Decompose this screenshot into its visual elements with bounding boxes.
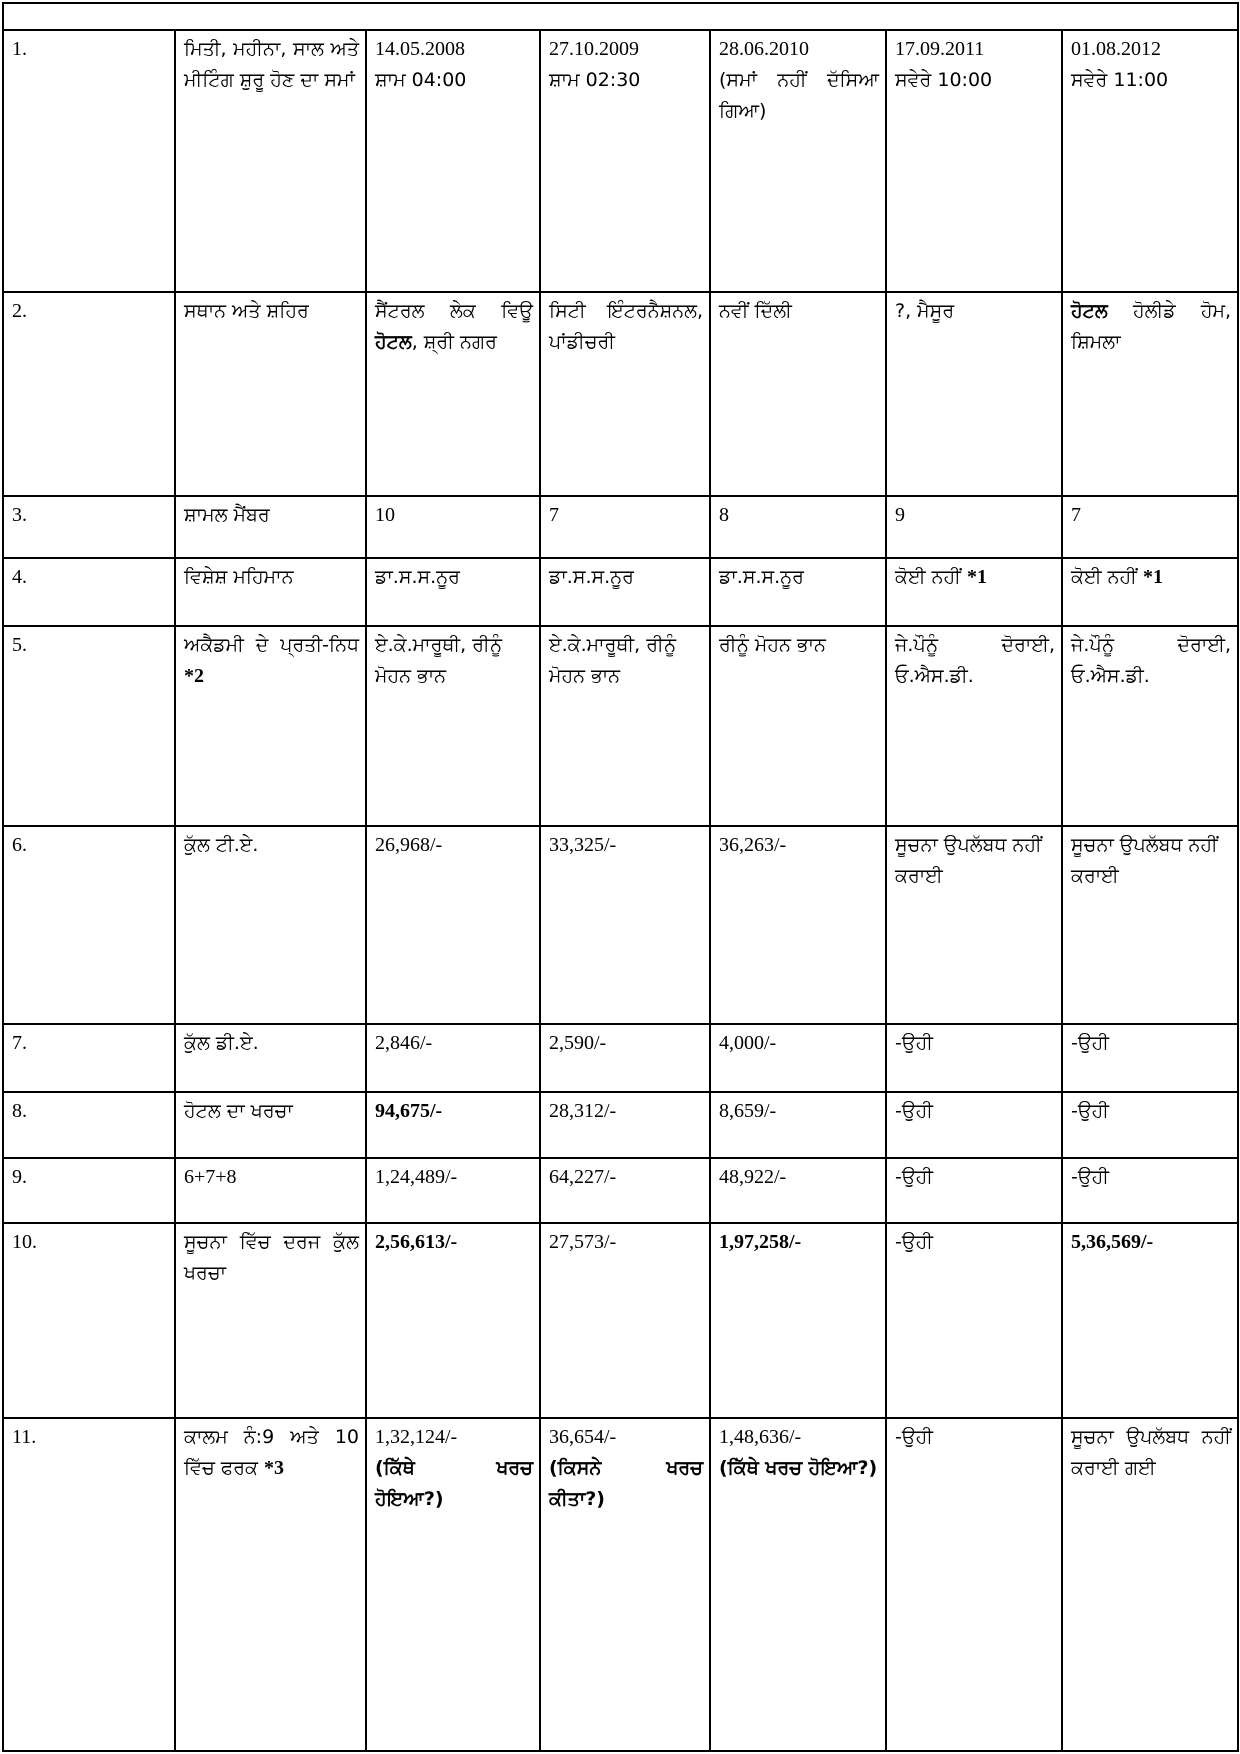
row-number: 5. [3, 626, 175, 826]
row-label: ਸ਼ਾਮਲ ਮੈਂਬਰ [175, 496, 366, 558]
time-value: (ਸਮਾਂ ਨਹੀਂ ਦੱਸਿਆ ਗਿਆ) [719, 69, 879, 122]
table-cell: 9 [886, 496, 1062, 558]
footnote-mark: *1 [1142, 566, 1163, 588]
date-value: 17.09.2011 [895, 38, 985, 60]
meeting-expense-table [2, 2, 1239, 1752]
row-number: 2. [3, 292, 175, 496]
time-value: ਸਵੇਰੇ 10:00 [895, 69, 993, 91]
table-cell: ਜੇ.ਪੌਨੂੰ ਦੋਰਾਈ, ਓ.ਐਸ.ਡੀ. [886, 626, 1062, 826]
table-cell: 64,227/- [540, 1158, 710, 1223]
label-text: ਕਾਲਮ ਨੰ:9 ਅਤੇ 10 ਵਿੱਚ ਫਰਕ [184, 1426, 359, 1479]
table-cell: ਸੂਚਨਾ ਉਪਲੱਬਧ ਨਹੀਂ ਕਰਾਈ ਗਈ [1062, 1418, 1238, 1751]
table-cell: ਡਾ.ਸ.ਸ.ਨੂਰ [540, 558, 710, 626]
date-value: 27.10.2009 [549, 38, 639, 60]
row-label: ਵਿਸ਼ੇਸ਼ ਮਹਿਮਾਨ [175, 558, 366, 626]
table-cell: 4,000/- [710, 1024, 886, 1092]
row-number: 3. [3, 496, 175, 558]
difference-value: 1,48,636/- [719, 1426, 802, 1448]
row-label [175, 626, 366, 826]
table-cell: -ਉਹੀ [886, 1024, 1062, 1092]
table-cell: ਸਿਟੀ ਇੰਟਰਨੈਸ਼ਨਲ, ਪਾਂਡੀਚਰੀ [540, 292, 710, 496]
table-cell: ਰੀਨੂੰ ਮੋਹਨ ਭਾਨ [710, 626, 886, 826]
row-number: 11. [3, 1418, 175, 1751]
header-cell [3, 3, 1238, 30]
table-cell: 33,325/- [540, 826, 710, 1024]
table-cell [710, 30, 886, 292]
venue-bold: ਹੋਟਲ [1071, 300, 1108, 322]
difference-value: 1,32,124/- [375, 1426, 458, 1448]
table-row [3, 1024, 1238, 1092]
label-text: ਅਕੈਡਮੀ ਦੇ ਪ੍ਰਤੀ-ਨਿਧ [184, 634, 359, 656]
table-cell [1062, 30, 1238, 292]
question-note: (ਕਿੱਥੇ ਖਰਚ ਹੋਇਆ?) [375, 1457, 533, 1510]
row-number: 10. [3, 1223, 175, 1418]
row-number: 8. [3, 1092, 175, 1158]
row-number: 7. [3, 1024, 175, 1092]
table-cell: -ਉਹੀ [886, 1092, 1062, 1158]
date-value: 28.06.2010 [719, 38, 809, 60]
table-row [3, 30, 1238, 292]
header-row [3, 3, 1238, 30]
table-cell: 2,56,613/- [366, 1223, 540, 1418]
table-cell: ਸੂਚਨਾ ਉਪਲੱਬਧ ਨਹੀਂ ਕਰਾਈ [886, 826, 1062, 1024]
table-cell: -ਉਹੀ [886, 1158, 1062, 1223]
table-row [3, 292, 1238, 496]
table-cell [540, 30, 710, 292]
row-number: 6. [3, 826, 175, 1024]
date-value: 14.05.2008 [375, 38, 465, 60]
table-cell: -ਉਹੀ [1062, 1158, 1238, 1223]
row-label: 6+7+8 [175, 1158, 366, 1223]
table-cell: 7 [1062, 496, 1238, 558]
table-cell: ਡਾ.ਸ.ਸ.ਨੂਰ [710, 558, 886, 626]
table-cell: ?, ਮੈਸੂਰ [886, 292, 1062, 496]
table-row [3, 1092, 1238, 1158]
table-cell [366, 1418, 540, 1751]
table-row [3, 826, 1238, 1024]
table-cell: ਏ.ਕੇ.ਮਾਰੂਥੀ, ਰੀਨੂੰ ਮੋਹਨ ਭਾਨ [366, 626, 540, 826]
table-cell: ਜੇ.ਪੌਨੂੰ ਦੋਰਾਈ, ਓ.ਐਸ.ਡੀ. [1062, 626, 1238, 826]
row-number: 9. [3, 1158, 175, 1223]
question-note: (ਕਿੱਥੇ ਖਰਚ ਹੋਇਆ?) [719, 1457, 878, 1479]
footnote-mark: *3 [264, 1457, 285, 1479]
table-cell: 7 [540, 496, 710, 558]
table-cell: 8 [710, 496, 886, 558]
question-note: (ਕਿਸਨੇ ਖਰਚ ਕੀਤਾ?) [549, 1457, 703, 1510]
table-cell: -ਉਹੀ [1062, 1024, 1238, 1092]
row-number: 1. [3, 30, 175, 292]
table-cell: 28,312/- [540, 1092, 710, 1158]
table-cell [886, 558, 1062, 626]
row-label [175, 1418, 366, 1751]
time-value: ਸ਼ਾਮ 04:00 [375, 69, 467, 91]
venue-text: ਸੈਂਟਰਲ ਲੇਕ ਵਿਊ [375, 300, 533, 322]
row-label: ਕੁੱਲ ਟੀ.ਏ. [175, 826, 366, 1024]
time-value: ਸ਼ਾਮ 02:30 [549, 69, 641, 91]
table-cell: 36,263/- [710, 826, 886, 1024]
table-cell: -ਉਹੀ [1062, 1092, 1238, 1158]
table-cell [1062, 558, 1238, 626]
table-cell: 1,24,489/- [366, 1158, 540, 1223]
row-number: 4. [3, 558, 175, 626]
table-cell: -ਉਹੀ [886, 1418, 1062, 1751]
table-cell [366, 292, 540, 496]
table-row [3, 496, 1238, 558]
table-cell: 2,846/- [366, 1024, 540, 1092]
table-cell [366, 30, 540, 292]
table-cell [886, 30, 1062, 292]
table-cell: ਏ.ਕੇ.ਮਾਰੂਥੀ, ਰੀਨੂੰ ਮੋਹਨ ਭਾਨ [540, 626, 710, 826]
table-cell: 5,36,569/- [1062, 1223, 1238, 1418]
date-value: 01.08.2012 [1071, 38, 1161, 60]
row-label: ਮਿਤੀ, ਮਹੀਨਾ, ਸਾਲ ਅਤੇ ਮੀਟਿੰਗ ਸ਼ੁਰੂ ਹੋਣ ਦਾ ਸਮਾਂ [175, 30, 366, 292]
footnote-mark: *2 [184, 665, 204, 687]
table-cell: ਸੂਚਨਾ ਉਪਲੱਬਧ ਨਹੀਂ ਕਰਾਈ [1062, 826, 1238, 1024]
table-row [3, 626, 1238, 826]
table-cell: 48,922/- [710, 1158, 886, 1223]
row-label: ਹੋਟਲ ਦਾ ਖਰਚਾ [175, 1092, 366, 1158]
footnote-mark: *1 [966, 566, 987, 588]
venue-text: , ਸ਼੍ਰੀ ਨਗਰ [411, 331, 497, 353]
table-row [3, 1158, 1238, 1223]
difference-value: 36,654/- [549, 1426, 617, 1448]
cell-text: ਕੋਈ ਨਹੀਂ [1071, 566, 1143, 588]
table-cell: 94,675/- [366, 1092, 540, 1158]
row-label: ਕੁੱਲ ਡੀ.ਏ. [175, 1024, 366, 1092]
table-row [3, 1418, 1238, 1751]
venue-bold: ਹੋਟਲ [375, 331, 412, 353]
table-cell: 1,97,258/- [710, 1223, 886, 1418]
row-label: ਸੂਚਨਾ ਵਿੱਚ ਦਰਜ ਕੁੱਲ ਖਰਚਾ [175, 1223, 366, 1418]
table-cell: 27,573/- [540, 1223, 710, 1418]
cell-text: ਕੋਈ ਨਹੀਂ [895, 566, 967, 588]
time-value: ਸਵੇਰੇ 11:00 [1071, 69, 1169, 91]
table-cell [710, 1418, 886, 1751]
table-cell: ਨਵੀਂ ਦਿੱਲੀ [710, 292, 886, 496]
row-label: ਸਥਾਨ ਅਤੇ ਸ਼ਹਿਰ [175, 292, 366, 496]
table-cell: 26,968/- [366, 826, 540, 1024]
table-cell [540, 1418, 710, 1751]
table-row [3, 1223, 1238, 1418]
table-cell [1062, 292, 1238, 496]
table-cell: ਡਾ.ਸ.ਸ.ਨੂਰ [366, 558, 540, 626]
table-cell: 8,659/- [710, 1092, 886, 1158]
table-row [3, 558, 1238, 626]
table-cell: -ਉਹੀ [886, 1223, 1062, 1418]
table-cell: 2,590/- [540, 1024, 710, 1092]
venue-text: ਹੋਲੀਡੇ ਹੋਮ, ਸ਼ਿਮਲਾ [1071, 300, 1232, 353]
table-cell: 10 [366, 496, 540, 558]
